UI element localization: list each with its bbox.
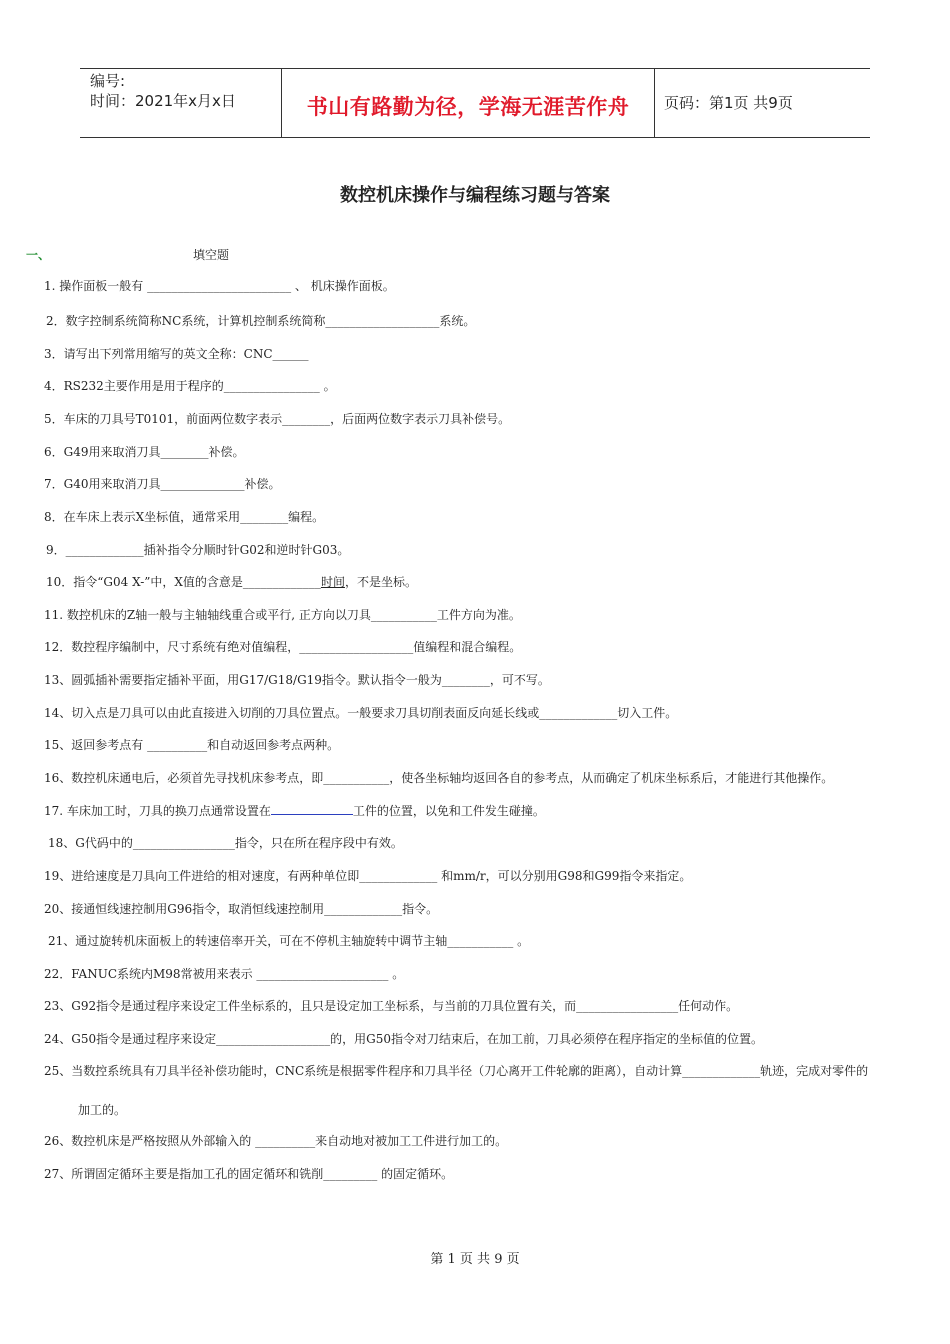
question-17-end: 工件的位置，以免和工件发生碰撞。: [352, 804, 545, 818]
question-14: 14、切入点是刀具可以由此直接进入切削的刀具位置点。一般要求刀具切削表面反向延长线或_____________切入工件。: [44, 706, 678, 720]
question-2: 2．数字控制系统简称NC系统，计算机控制系统简称___________________系统。: [46, 314, 476, 328]
question-23: 23、G92指令是通过程序来设定工件坐标系的，且只是设定加工坐标系，与当前的刀具位置有关，而_________________任何动作。: [44, 999, 739, 1013]
question-10: [46, 574, 417, 590]
question-17-start: 17. 车床加工时，刀具的换刀点通常设置在: [44, 804, 271, 818]
time-label: 时间：2021年x月x日: [90, 92, 236, 110]
question-17: [44, 802, 545, 819]
question-1: 1. 操作面板一般有 ________________________ 、 机床操作面板。: [44, 279, 395, 293]
question-22: 22．FANUC系统内M98常被用来表示 ______________________ 。: [44, 967, 405, 981]
question-19: 19、进给速度是刀具向工件进给的相对速度，有两种单位即_____________ 和mm/r，可以分别用G98和G99指令来指定。: [44, 869, 692, 883]
question-3: 3．请写出下列常用缩写的英文全称：CNC______: [44, 347, 309, 361]
motto-text: 书山有路勤为径，学海无涯苦作舟: [306, 95, 630, 119]
question-12: 12．数控程序编制中，尺寸系统有绝对值编程，___________________值编程和混合编程。: [44, 640, 522, 654]
question-26: 26、数控机床是严格按照从外部输入的 __________来自动地对被加工工件进行加工的。: [44, 1134, 508, 1148]
question-4: 4．RS232主要作用是用于程序的________________ 。: [44, 379, 336, 393]
question-8: 8．在车床上表示X坐标值，通常采用________编程。: [44, 510, 325, 524]
question-25: 25、当数控系统具有刀具半径补偿功能时，CNC系统是根据零件程序和刀具半径（刀心离开工件轮廓的距离），自动计算_____________轨迹，完成对零件的: [44, 1064, 869, 1078]
question-10-start: 10．指令“G04 X-”中，X值的含意是_____________: [46, 575, 321, 589]
question-18: 18、G代码中的_________________指令，只在所在程序段中有效。: [48, 836, 403, 850]
number-label: 编号:: [90, 72, 126, 90]
question-10-end: ，不是坐标。: [344, 575, 417, 589]
header-left-cell: [80, 69, 290, 139]
section-label: 填空题: [193, 248, 230, 262]
question-7: 7．G40用来取消刀具______________补偿。: [44, 477, 281, 491]
question-9: 9．_____________插补指令分顺时针G02和逆时针G03。: [46, 543, 350, 557]
question-27: 27、所谓固定循环主要是指加工孔的固定循环和铣削_________ 的固定循环。: [44, 1167, 454, 1181]
question-6: 6．G49用来取消刀具________补偿。: [44, 445, 245, 459]
question-24: 24、G50指令是通过程序来设定___________________的，用G50指令对刀结束后，在加工前，刀具必须停在程序指定的坐标值的位置。: [44, 1032, 763, 1046]
header-table: [80, 68, 870, 138]
document-title: 数控机床操作与编程练习题与答案: [340, 185, 610, 206]
page-info: 页码：第1页 共9页: [664, 94, 793, 112]
question-17-blank: [271, 802, 353, 815]
question-13: 13、圆弧插补需要指定插补平面，用G17/G18/G19指令。默认指令一般为________，可不写。: [44, 673, 550, 687]
header-motto-cell: [281, 69, 655, 137]
question-10-answer: 时间: [320, 575, 345, 589]
question-20: 20、接通恒线速控制用G96指令，取消恒线速控制用_____________指令。: [44, 902, 439, 916]
question-25-continued: 加工的。: [78, 1103, 127, 1117]
page-footer: 第 1 页 共 9 页: [430, 1252, 520, 1267]
section-number: 一、: [26, 248, 51, 262]
question-16: 16、数控机床通电后，必须首先寻找机床参考点，即___________，使各坐标轴均返回各自的参考点，从而确定了机床坐标系后，才能进行其他操作。: [44, 771, 834, 785]
question-11: 11. 数控机床的Z轴一般与主轴轴线重合或平行, 正方向以刀具___________工件方向为准。: [44, 608, 521, 622]
question-21: 21、通过旋转机床面板上的转速倍率开关，可在不停机主轴旋转中调节主轴___________ 。: [48, 934, 530, 948]
question-5: 5．车床的刀具号T0101，前面两位数字表示________，后面两位数字表示刀具补偿号。: [44, 412, 511, 426]
question-15: 15、返回参考点有 __________和自动返回参考点两种。: [44, 738, 340, 752]
